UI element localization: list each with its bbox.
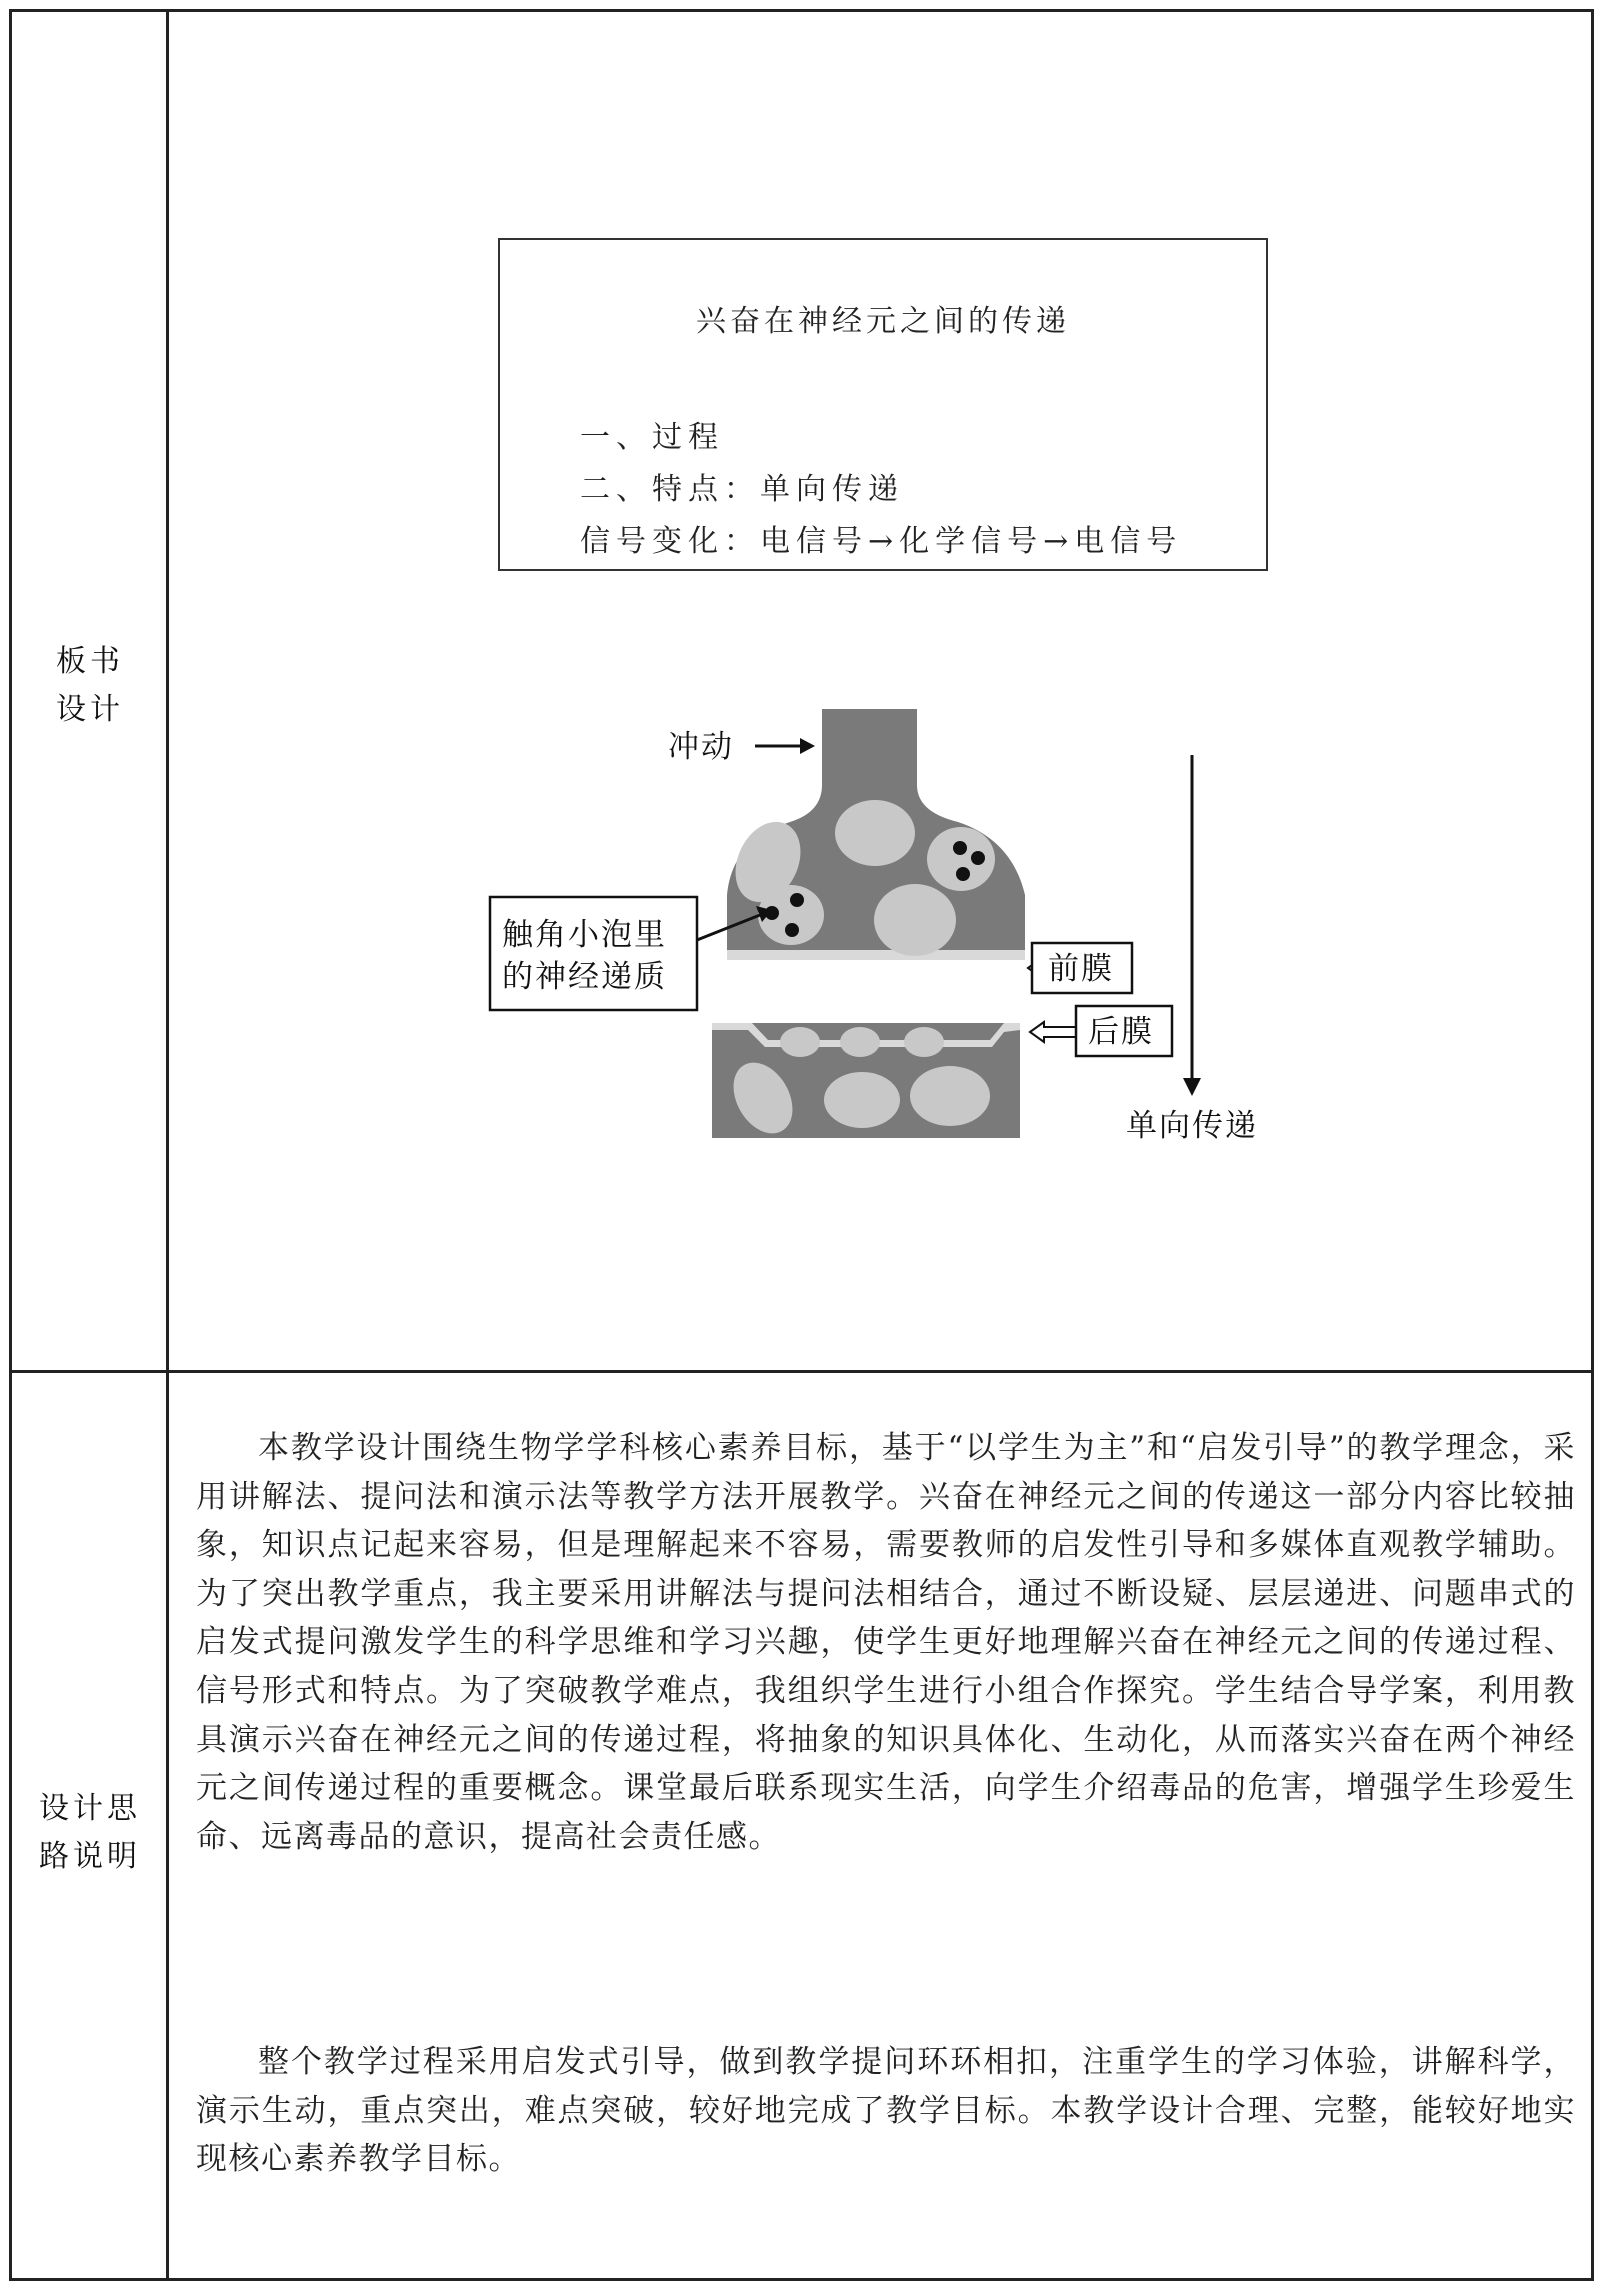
neurotransmitter-dot xyxy=(790,893,804,907)
postsynaptic-label: 后膜 xyxy=(1088,1014,1154,1050)
vesicle xyxy=(874,884,956,956)
receptor xyxy=(904,1027,944,1057)
neurotransmitter-dot xyxy=(953,841,967,855)
impulse-label: 冲动 xyxy=(668,729,734,765)
vesicle xyxy=(910,1066,990,1126)
board-line-feature: 二、特点：单向传递 xyxy=(580,472,904,507)
one-way-label: 单向传递 xyxy=(1126,1108,1258,1144)
vesicle-label-line1: 触角小泡里 xyxy=(502,917,667,953)
board-line-process: 一、过程 xyxy=(580,420,724,455)
vesicle xyxy=(824,1072,900,1128)
impulse-arrowhead xyxy=(800,738,815,754)
explanation-paragraph-2: 整个教学过程采用启发式引导，做到教学提问环环相扣，注重学生的学习体验，讲解科学，演示生动，重点突出，难点突破，较好地完成了教学目标。本教学设计合理、完整，能较好地实现核心素养教学目标。 xyxy=(196,2044,1576,2178)
vesicle xyxy=(835,800,915,866)
vesicle-label-line2: 的神经递质 xyxy=(502,959,667,995)
explanation-paragraph-1: 本教学设计围绕生物学学科核心素养目标，基于“以学生为主”和“启发引导”的教学理念，采用讲解法、提问法和演示法等教学方法开展教学。兴奋在神经元之间的传递这一部分内容比较抽象，知识点记起来容易，但是理解起来不容易，需要教师的启发性引导和多媒体直观教学辅助。为了突出教学重点，我主要采用讲解法与提问法相结合，通过不断设疑、层层递进、问题串式的启发式提问激发学生的科学思维和学习兴趣，使学生更好地理解兴奋在神经元之间的传递过程、信号形式和特点。为了突破教学难点，我组织学生进行小组合作探究。学生结合导学案，利用教具演示兴奋在神经元之间的传递过程，将抽象的知识具体化、生动化，从而落实兴奋在两个神经元之间传递过程的重要概念。课堂最后联系现实生活，向学生介绍毒品的危害，增强学生珍爱生命、远离毒品的意识，提高社会责任感。 xyxy=(196,1430,1576,1855)
neurotransmitter-dot xyxy=(956,867,970,881)
board-title: 兴奋在神经元之间的传递 xyxy=(696,304,1070,339)
receptor xyxy=(840,1027,880,1057)
neurotransmitter-dot xyxy=(971,851,985,865)
neurotransmitter-dot xyxy=(785,923,799,937)
row-divider xyxy=(9,1370,1594,1373)
board-design-label: 板书 设计 xyxy=(56,644,124,727)
design-idea-label: 设计思 路说明 xyxy=(39,1791,141,1874)
receptor xyxy=(780,1027,820,1057)
presynaptic-membrane xyxy=(727,950,1025,960)
presynaptic-label: 前膜 xyxy=(1048,951,1114,987)
postsynaptic-hollow-arrow xyxy=(1030,1022,1078,1042)
board-line-signal: 信号变化：电信号→化学信号→电信号 xyxy=(580,524,1183,559)
one-way-arrowhead xyxy=(1183,1078,1201,1096)
